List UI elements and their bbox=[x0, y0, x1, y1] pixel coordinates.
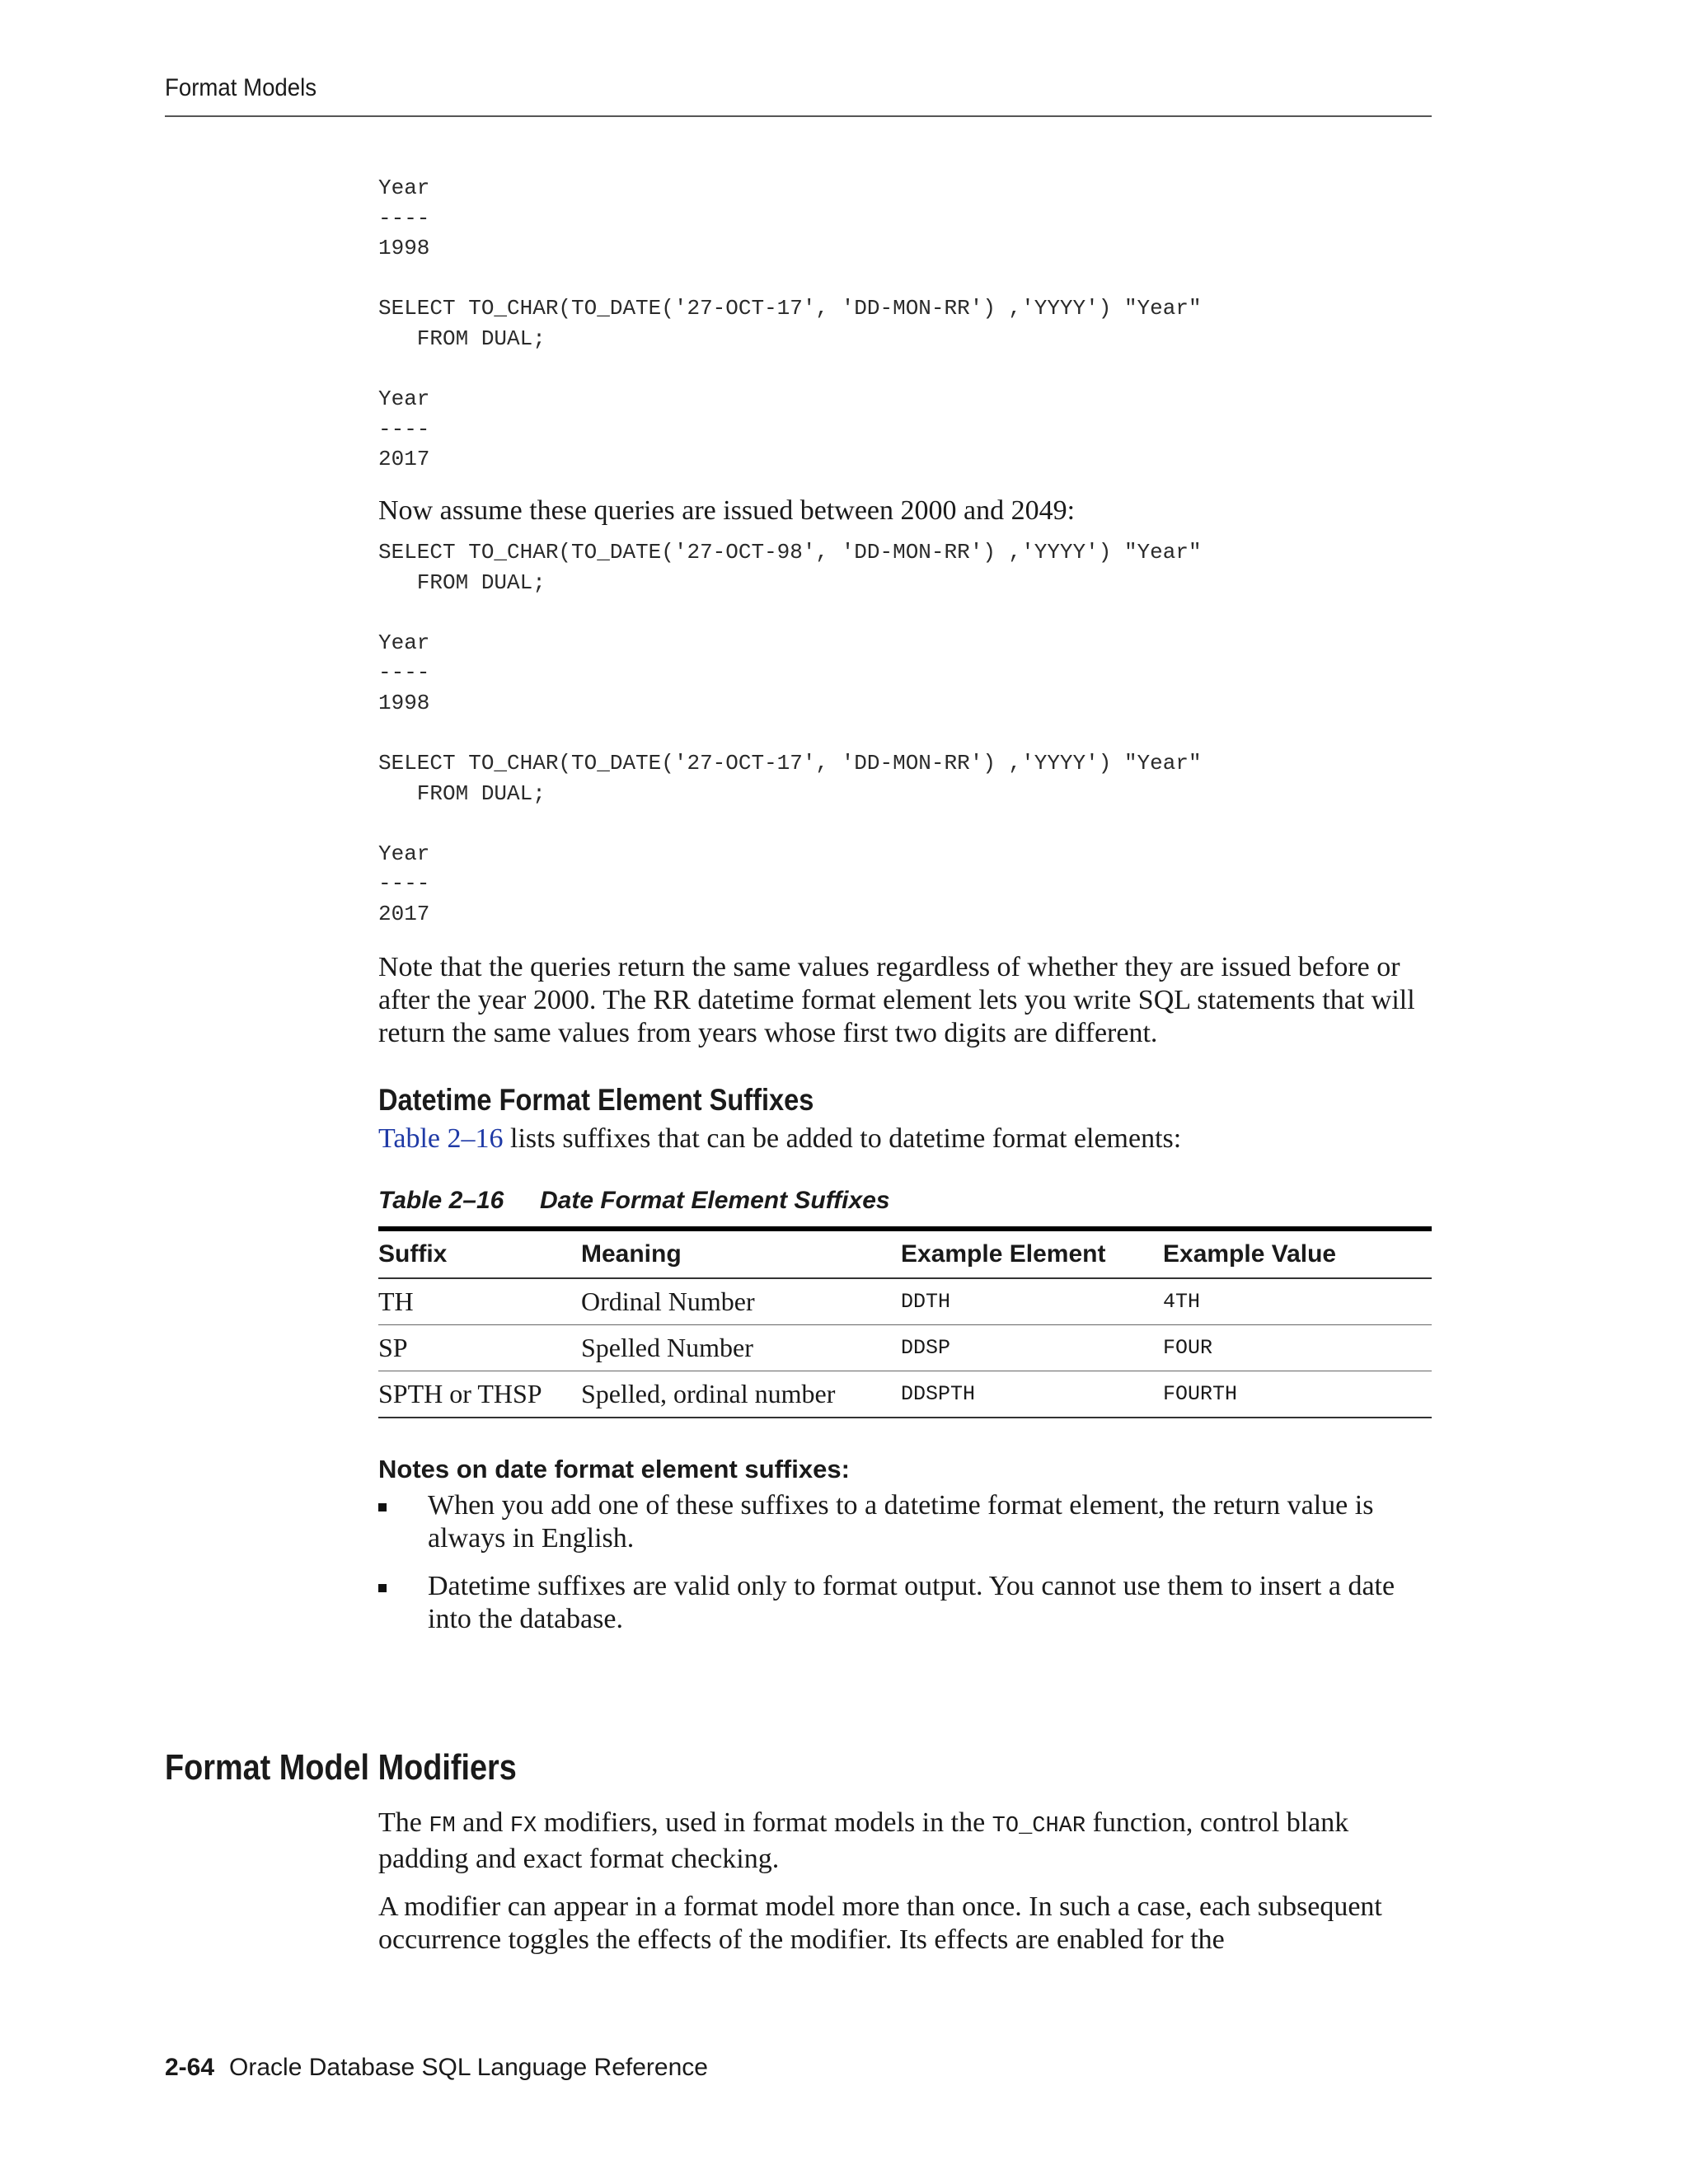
col-header-example-value: Example Value bbox=[1163, 1229, 1432, 1278]
modifiers-para-2: A modifier can appear in a format model more than once. In such a case, each subsequent occurrence toggles the effects of the modifier. Its effects are enabled for the bbox=[378, 1891, 1382, 1955]
cell-example-element: DDSPTH bbox=[901, 1371, 1163, 1418]
table-2-16-link[interactable]: Table 2–16 bbox=[378, 1122, 504, 1154]
header-rule bbox=[165, 115, 1432, 117]
table-caption bbox=[378, 1187, 1432, 1215]
cell-example-element: DDTH bbox=[901, 1278, 1163, 1325]
notes-list bbox=[378, 1489, 1432, 1636]
col-header-example-element: Example Element bbox=[901, 1229, 1163, 1278]
text-run: and bbox=[455, 1807, 510, 1838]
list-item bbox=[378, 1489, 1432, 1555]
table-caption-number: Table 2–16 bbox=[378, 1186, 504, 1214]
page-footer bbox=[165, 2054, 708, 2082]
fx-code: FX bbox=[509, 1814, 537, 1839]
para-assume: Now assume these queries are issued between 2000 and 2049: bbox=[378, 494, 1076, 526]
col-header-meaning: Meaning bbox=[581, 1229, 901, 1278]
list-item bbox=[378, 1570, 1432, 1636]
modifiers-heading: Format Model Modifiers bbox=[165, 1747, 517, 1788]
table-header-row bbox=[378, 1229, 1432, 1278]
note-text: Datetime suffixes are valid only to format output. You cannot use them to insert a date into the database. bbox=[428, 1570, 1395, 1634]
book-title: Oracle Database SQL Language Reference bbox=[229, 2054, 708, 2081]
modifiers-content bbox=[378, 1807, 1432, 1957]
cell-meaning: Ordinal Number bbox=[581, 1278, 901, 1325]
cell-example-value: FOURTH bbox=[1163, 1371, 1432, 1418]
para-note: Note that the queries return the same values regardless of whether they are issued before or after the year 2000. The RR datetime format element lets you write SQL statements that will return the same values from years whose first two digits are different. bbox=[378, 951, 1415, 1048]
bullet-square-icon bbox=[378, 1503, 387, 1511]
table-caption-title: Date Format Element Suffixes bbox=[540, 1186, 890, 1214]
cell-meaning: Spelled Number bbox=[581, 1324, 901, 1371]
table-row bbox=[378, 1278, 1432, 1325]
cell-suffix: TH bbox=[378, 1278, 581, 1325]
suffixes-heading: Datetime Format Element Suffixes bbox=[378, 1082, 814, 1117]
table-row bbox=[378, 1324, 1432, 1371]
main-content bbox=[378, 173, 1432, 1651]
text-run: modifiers, used in format models in the bbox=[537, 1807, 992, 1838]
code-example-1: Year ---- 1998 SELECT TO_CHAR(TO_DATE('27-OCT-17', 'DD-MON-RR') ,'YYYY') "Year" FROM DUAL; Year ---- 2017 bbox=[378, 176, 1202, 472]
bullet-square-icon bbox=[378, 1584, 387, 1592]
notes-heading: Notes on date format element suffixes: bbox=[378, 1454, 850, 1483]
cell-example-value: 4TH bbox=[1163, 1278, 1432, 1325]
text-run: function, control blank padding and exact format checking. bbox=[378, 1807, 1349, 1874]
to-char-code: TO_CHAR bbox=[992, 1814, 1086, 1839]
suffixes-intro-text: lists suffixes that can be added to datetime format elements: bbox=[503, 1122, 1182, 1154]
suffixes-intro bbox=[378, 1122, 1432, 1155]
text-run: The bbox=[378, 1807, 429, 1838]
cell-example-value: FOUR bbox=[1163, 1324, 1432, 1371]
cell-example-element: DDSP bbox=[901, 1324, 1163, 1371]
modifiers-para-1 bbox=[378, 1807, 1432, 1876]
fm-code: FM bbox=[429, 1814, 456, 1839]
page-number: 2-64 bbox=[165, 2054, 215, 2081]
note-text: When you add one of these suffixes to a datetime format element, the return value is always in English. bbox=[428, 1489, 1374, 1554]
code-example-2: SELECT TO_CHAR(TO_DATE('27-OCT-98', 'DD-MON-RR') ,'YYYY') "Year" FROM DUAL; Year ---- 1998 SELECT TO_CHAR(TO_DATE('27-OCT-17', 'DD-MON-RR') ,'YYYY') "Year" FROM DUAL; Year ---- 2017 bbox=[378, 539, 1202, 927]
table-row bbox=[378, 1371, 1432, 1418]
suffix-table bbox=[378, 1226, 1432, 1418]
cell-suffix: SPTH or THSP bbox=[378, 1371, 581, 1418]
cell-suffix: SP bbox=[378, 1324, 581, 1371]
running-head: Format Models bbox=[165, 74, 317, 101]
col-header-suffix: Suffix bbox=[378, 1229, 581, 1278]
cell-meaning: Spelled, ordinal number bbox=[581, 1371, 901, 1418]
